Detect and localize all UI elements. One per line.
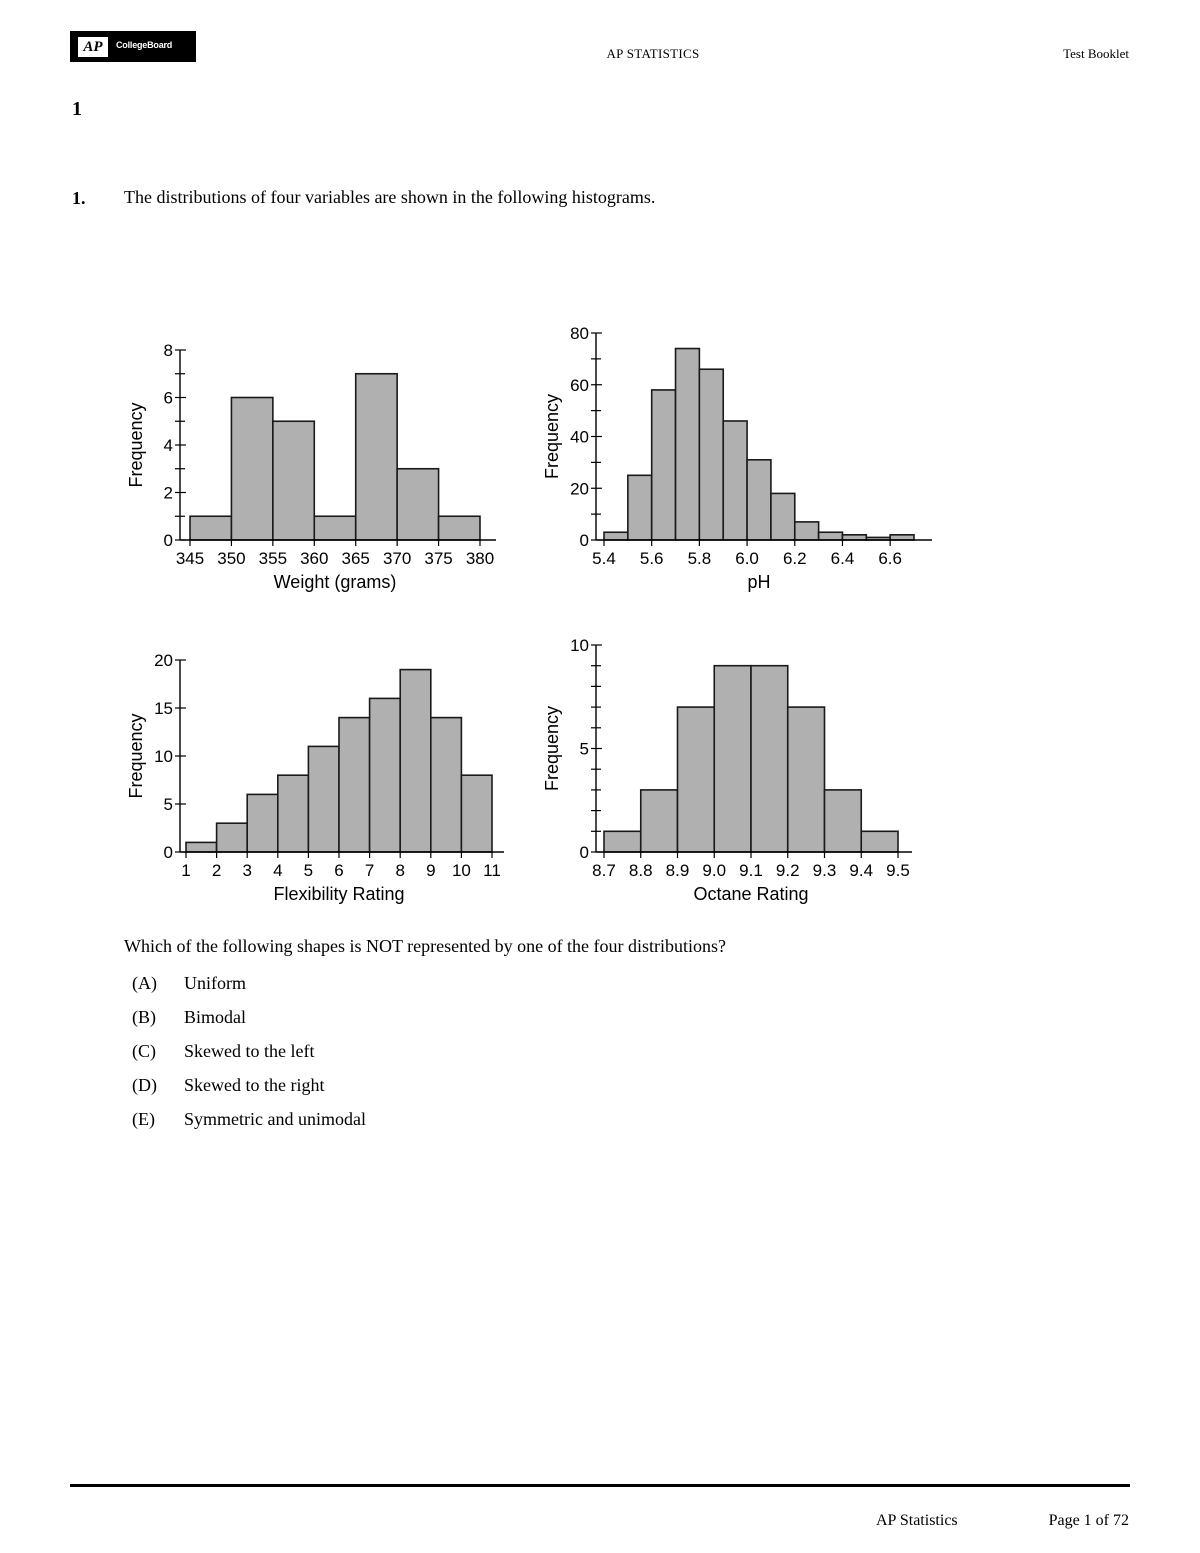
x-tick-label: 350 [217,549,246,568]
x-tick-label: 360 [300,549,329,568]
x-tick-label: 4 [273,861,283,880]
x-axis-title: Weight (grams) [273,572,397,592]
y-tick-label: 0 [579,531,589,550]
x-tick-label: 2 [211,861,222,880]
choice-a[interactable] [132,971,366,1005]
histogram-bar [604,831,641,852]
question-prompt: Which of the following shapes is NOT represented by one of the four distributions? [124,936,727,956]
y-tick-label: 20 [570,479,589,499]
histogram-bar [714,666,751,852]
histogram-bar [439,516,480,540]
x-tick-label: 6.0 [735,549,759,568]
histogram-bar [747,460,771,540]
choice-text: Skewed to the right [184,1075,325,1095]
choice-b[interactable] [132,1005,366,1039]
y-tick-label: 10 [154,747,173,766]
y-tick-label: 5 [163,795,173,814]
x-tick-label: 9.3 [812,861,837,880]
y-tick-label: 6 [163,388,173,408]
x-tick-label: 355 [258,549,288,568]
histogram-bar [431,718,462,852]
x-tick-label: 370 [382,549,412,568]
choice-label: (C) [132,1041,156,1061]
y-tick-label: 0 [163,843,173,862]
choice-text: Bimodal [184,1007,246,1027]
x-tick-label: 3 [242,861,252,880]
footer-page-number: Page 1 of 72 [1048,1512,1129,1529]
answer-choices [132,971,366,1141]
x-tick-label: 6.6 [878,549,902,568]
y-tick-label: 5 [579,739,589,759]
choice-label: (E) [132,1109,155,1129]
x-tick-label: 8 [395,861,405,880]
x-tick-label: 6.4 [830,549,855,568]
choice-text: Uniform [184,973,246,993]
x-tick-label: 6.2 [782,549,807,568]
x-tick-label: 1 [181,861,191,880]
x-tick-label: 9.0 [702,861,727,880]
histogram-bar [819,532,843,540]
histogram-bar [247,794,278,852]
histogram-bar [825,790,862,852]
histogram-bar [795,522,819,540]
question-stem: The distributions of four variables are shown in the following histograms. [124,187,656,207]
histogram-bar [723,421,747,540]
footer-subject: AP Statistics [876,1512,958,1529]
choice-label: (B) [132,1007,156,1027]
choice-label: (D) [132,1075,157,1095]
choice-e[interactable] [132,1107,366,1141]
y-axis-title: Frequency [542,705,562,792]
y-axis-title: Frequency [126,713,146,799]
histogram-bar [370,698,401,852]
histogram-bar [604,532,628,540]
y-tick-label: 20 [154,651,173,670]
histogram-bar [652,390,676,540]
choice-d[interactable] [132,1073,366,1107]
section-number: 1 [72,98,82,120]
y-tick-label: 0 [163,531,173,550]
x-tick-label: 5.4 [592,549,616,568]
y-tick-label: 15 [154,699,173,718]
histogram-bar [186,842,217,852]
logo-ap-mark: AP [78,37,108,57]
x-tick-label: 5.8 [687,549,712,568]
x-tick-label: 10 [451,861,471,880]
y-tick-label: 8 [163,341,173,360]
y-axis-title: Frequency [126,402,146,488]
histogram-bar [699,369,723,540]
y-tick-label: 40 [570,427,589,447]
y-tick-label: 10 [570,636,589,655]
x-axis-title: Flexibility Rating [273,884,405,904]
x-tick-label: 9.5 [886,861,910,880]
x-tick-label: 6 [334,861,344,880]
x-tick-label: 11 [483,861,501,880]
x-tick-label: 5 [303,861,314,880]
choice-text: Skewed to the left [184,1041,315,1061]
question-number: 1. [72,188,86,208]
header-title: AP STATISTICS [606,46,700,61]
choice-text: Symmetric and unimodal [184,1109,366,1129]
histogram-bar [231,398,272,541]
histogram-bar [678,707,715,852]
footer-rule [70,1484,1130,1487]
histogram-bar [356,374,397,540]
x-tick-label: 8.9 [665,861,690,880]
x-tick-label: 380 [465,549,495,568]
y-tick-label: 60 [570,375,589,395]
x-tick-label: 5.6 [639,549,664,568]
histogram-bar [842,535,866,540]
y-tick-label: 0 [579,843,589,862]
histogram-bar [397,469,438,540]
histogram-bar [641,790,678,852]
y-tick-label: 80 [570,324,589,343]
x-tick-label: 9.4 [849,861,874,880]
histogram-bar [890,535,914,540]
x-tick-label: 9 [426,861,436,880]
choice-c[interactable] [132,1039,366,1073]
histogram-bar [190,516,231,540]
x-axis-title: Octane Rating [693,884,809,904]
histogram-bar [400,670,431,852]
histogram-bar [628,475,652,540]
histogram-bar [676,349,700,540]
x-tick-label: 9.2 [775,861,800,880]
x-tick-label: 365 [341,549,370,568]
histogram-bar [751,666,788,852]
histogram-bar [861,831,898,852]
x-tick-label: 375 [424,549,453,568]
histogram-bar [771,493,795,540]
histogram-bar [788,707,825,852]
histogram-bar [273,421,314,540]
y-axis-title: Frequency [542,393,562,480]
x-tick-label: 8.7 [592,861,616,880]
histogram-bar [461,775,492,852]
x-tick-label: 8.8 [628,861,653,880]
x-axis-title: pH [747,572,771,592]
x-tick-label: 345 [175,549,205,568]
y-tick-label: 2 [163,483,173,503]
histogram-bar [308,746,339,852]
y-tick-label: 4 [163,436,173,455]
logo-collegeboard-text: CollegeBoard [116,40,173,50]
x-tick-label: 9.1 [739,861,763,880]
histogram-bar [339,718,370,852]
histogram-bar [217,823,248,852]
x-tick-label: 7 [364,861,375,880]
header-booklet-label: Test Booklet [1063,46,1129,61]
histogram-bar [314,516,355,540]
histogram-bar [278,775,309,852]
histogram-bar [866,537,890,540]
choice-label: (A) [132,973,157,993]
